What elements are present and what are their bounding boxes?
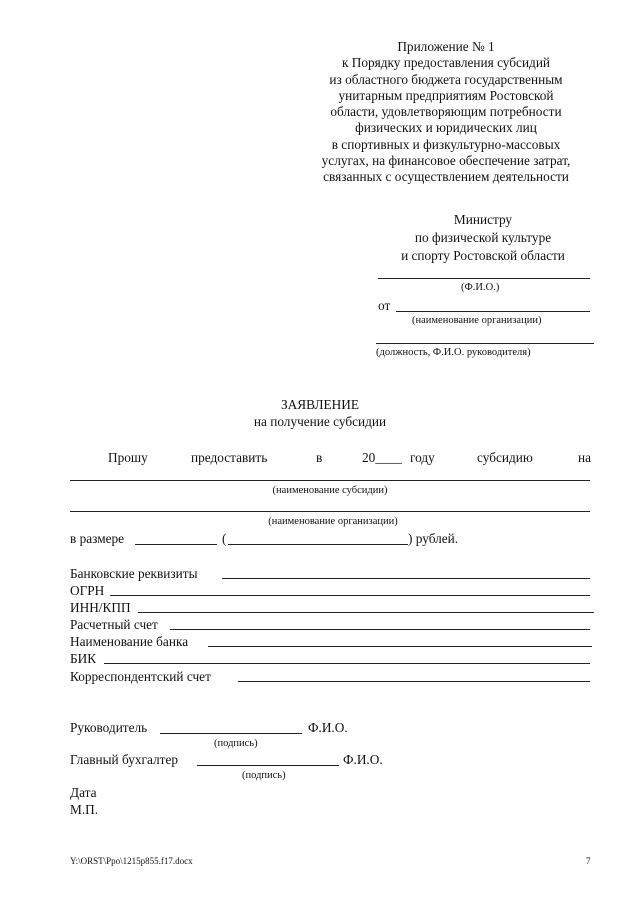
appendix-header (286, 38, 606, 185)
corr-account-label: Корреспондентский счет (70, 669, 211, 684)
head-fio: Ф.И.О. (308, 720, 348, 735)
appendix-line: связанных с осуществлением деятельности (323, 169, 569, 185)
head-signature-line (160, 733, 302, 734)
account-line (170, 629, 590, 630)
accountant-signature-caption: (подпись) (242, 770, 286, 781)
position-caption: (должность, Ф.И.О. руководителя) (376, 347, 531, 358)
from-label: от (378, 298, 391, 313)
bik-line (104, 663, 590, 664)
addressee-block (358, 211, 608, 265)
request-word: Прошу (108, 450, 148, 465)
fio-caption: (Ф.И.О.) (461, 282, 500, 293)
date-label: Дата (70, 785, 97, 800)
inn-kpp-label: ИНН/КПП (70, 600, 131, 615)
request-word: предоставить (191, 450, 268, 465)
request-word: году (410, 450, 435, 465)
ogrn-line (110, 595, 590, 596)
footer-file-path: Y:\ORST\Ppo\1215p855.f17.docx (70, 856, 193, 866)
bank-name-line (208, 646, 592, 647)
ogrn-label: ОГРН (70, 583, 105, 598)
bank-details-line (222, 578, 590, 579)
request-word: на (578, 450, 592, 465)
accountant-signature-line (197, 765, 339, 766)
addressee-line: по физической культуре (414, 230, 552, 245)
appendix-line: в спортивных и физкультурно-массовых (331, 136, 561, 152)
document-title: ЗАЯВЛЕНИЕ (281, 397, 359, 412)
subsidy-name-line (70, 480, 590, 481)
head-label: Руководитель (70, 720, 148, 735)
appendix-line: физических и юридических лиц (355, 120, 537, 136)
position-line (376, 343, 594, 344)
bik-label: БИК (70, 651, 97, 666)
accountant-label: Главный бухгалтер (70, 752, 179, 767)
corr-account-line (238, 681, 590, 682)
amount-words-line (228, 544, 408, 545)
head-signature-caption: (подпись) (214, 738, 258, 749)
fio-line (378, 278, 590, 279)
addressee-line: Министру (453, 212, 513, 227)
accountant-fio: Ф.И.О. (343, 752, 383, 767)
addressee-line: и спорту Ростовской области (401, 248, 565, 263)
organization-line (396, 311, 590, 312)
request-word: субсидию (477, 450, 533, 465)
subsidy-name-caption: (наименование субсидии) (272, 485, 388, 496)
account-label: Расчетный счет (70, 617, 158, 632)
request-word: в (316, 450, 323, 465)
organization-name-caption: (наименование организации) (268, 516, 398, 527)
amount-digits-line (135, 544, 217, 545)
organization-name-line (70, 511, 590, 512)
page-number: 7 (586, 856, 591, 866)
appendix-line: услугах, на финансовое обеспечение затрат, (321, 153, 571, 169)
amount-label: в размере (70, 531, 125, 546)
stamp-label: М.П. (70, 802, 99, 817)
appendix-line: области, удовлетворяющим потребности (330, 104, 562, 120)
appendix-line: к Порядку предоставления субсидий (341, 55, 551, 71)
bank-details-label: Банковские реквизиты (70, 566, 198, 581)
amount-open-paren: ( (222, 531, 227, 546)
inn-kpp-line (138, 612, 594, 613)
appendix-line: из областного бюджета государственным (329, 71, 563, 87)
bank-name-label: Наименование банка (70, 634, 189, 649)
request-year: 20____ (362, 450, 402, 465)
document-subtitle: на получение субсидии (253, 414, 387, 429)
organization-caption: (наименование организации) (412, 315, 542, 326)
appendix-line: унитарным предприятиям Ростовской (338, 87, 554, 103)
amount-close: ) рублей. (408, 531, 459, 546)
appendix-line: Приложение № 1 (397, 39, 495, 54)
